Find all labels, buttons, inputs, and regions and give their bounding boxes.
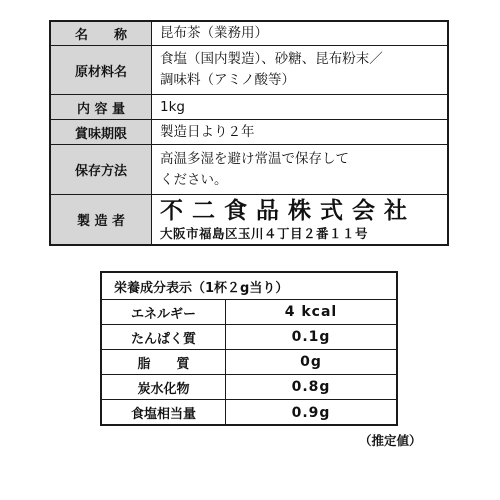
nutrition-title: 栄養成分表示（1杯２g当り） (102, 273, 396, 300)
nutrition-row-salt-equivalent (102, 400, 396, 425)
nutrition-row-energy (102, 300, 396, 325)
label-key: 製 造 者 (51, 195, 152, 244)
label-row-content-amount (51, 95, 447, 120)
label-key: 賞味期限 (51, 120, 152, 144)
nutrition-value: 4 kcal (284, 304, 338, 320)
nutrition-key: 脂 質 (102, 350, 226, 374)
label-value: 調味料（アミノ酸等） (160, 72, 295, 88)
nutrition-key: 食塩相当量 (102, 400, 226, 425)
label-value: 1kg (160, 98, 185, 115)
label-value: 昆布茶（業務用） (160, 25, 268, 41)
label-key: 内 容 量 (51, 95, 152, 119)
nutrition-row-carbohydrate (102, 375, 396, 400)
label-row-storage (51, 145, 447, 195)
label-key: 名 称 (51, 22, 152, 45)
label-value: 食塩（国内製造）、砂糖、昆布粉末／ (160, 51, 383, 67)
label-row-ingredients (51, 46, 447, 95)
label-key: 原材料名 (51, 46, 152, 94)
label-value: 製造日より２年 (160, 123, 255, 140)
nutrition-value: 0.8g (291, 379, 331, 395)
nutrition-row-protein (102, 325, 396, 350)
nutrition-row-fat (102, 350, 396, 375)
estimated-value-note: （推定値） (359, 433, 422, 448)
label-value: ください。 (160, 171, 228, 188)
nutrition-value: 0.1g (291, 329, 331, 345)
nutrition-value: 0.9g (291, 404, 331, 421)
label-key: 保存方法 (51, 145, 152, 194)
nutrition-key: たんぱく質 (102, 325, 226, 349)
nutrition-key: エネルギー (102, 300, 226, 324)
nutrition-value: 0g (300, 354, 322, 370)
label-row-manufacturer (51, 195, 447, 244)
product-label-table (49, 20, 449, 246)
manufacturer-address: 大阪市福島区玉川４丁目２番１１号 (160, 225, 369, 241)
nutrition-key: 炭水化物 (102, 375, 226, 399)
label-value: 高温多湿を避け常温で保存して (160, 150, 349, 167)
label-row-best-before (51, 120, 447, 145)
manufacturer-name: 不二食品株式会社 (160, 196, 416, 224)
nutrition-facts-table (100, 271, 398, 426)
label-row-name (51, 22, 447, 46)
